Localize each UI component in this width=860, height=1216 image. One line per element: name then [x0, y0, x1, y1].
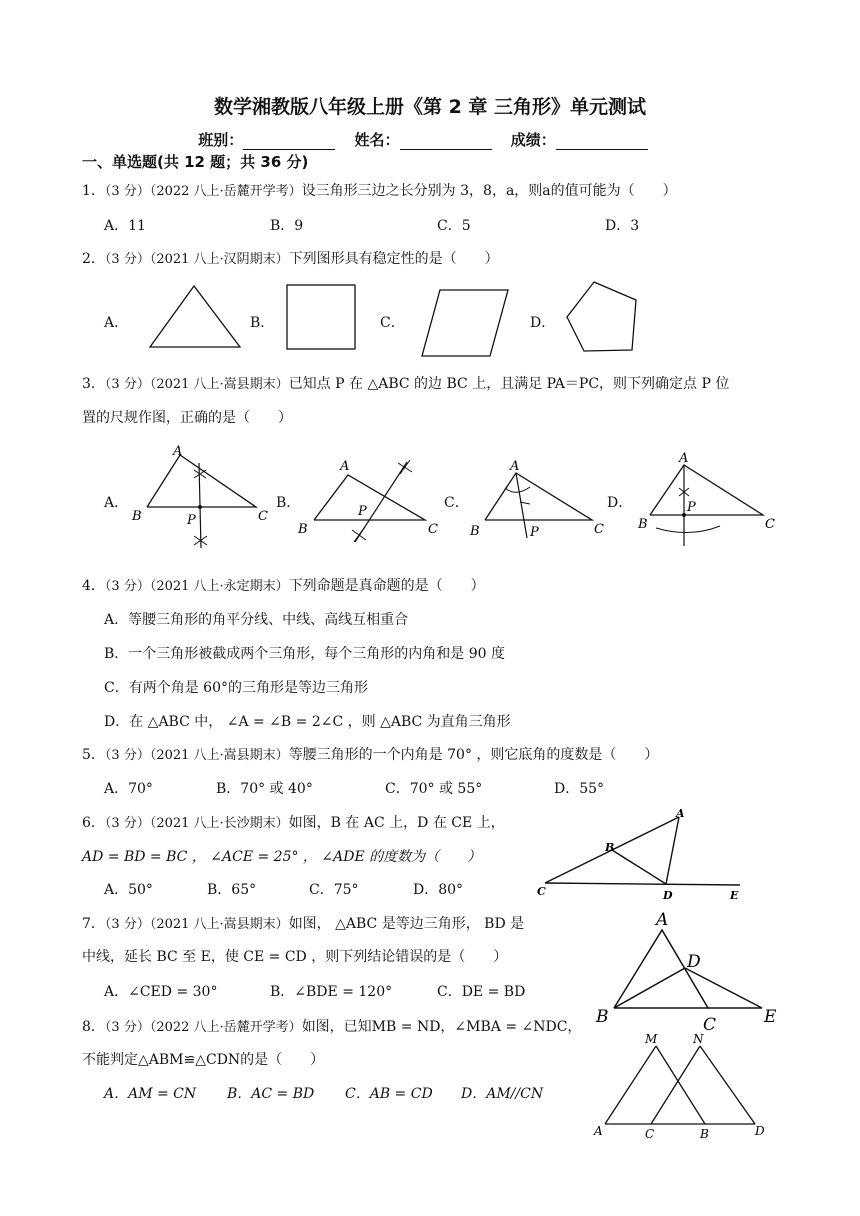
- label: P: [530, 525, 539, 540]
- option-a[interactable]: A．70°: [104, 781, 153, 797]
- label: B: [470, 524, 480, 539]
- question-number: 6．: [82, 815, 105, 831]
- label: C: [594, 522, 604, 537]
- option-c[interactable]: C．5: [437, 218, 471, 234]
- class-label: 班别：: [198, 131, 244, 149]
- option-a[interactable]: A．: [104, 495, 129, 511]
- question-source: （2022 八上·岳麓开学考）: [149, 184, 302, 199]
- question-stem: 下列图形具有稳定性的是（ ）: [288, 251, 499, 267]
- score-label: 成绩：: [510, 131, 556, 149]
- option-a[interactable]: A．∠CED = 30°: [104, 984, 218, 1000]
- option-d[interactable]: D．在 △ABC 中， ∠A = ∠B = 2∠C ，则 △ABC 为直角三角形: [104, 714, 511, 730]
- question-source: （2021 八上·长沙期末）: [149, 816, 289, 831]
- question-score: （3 分）: [104, 816, 150, 831]
- option-d[interactable]: D．80°: [413, 882, 464, 898]
- option-b[interactable]: B．: [276, 495, 301, 511]
- label: A: [679, 451, 689, 466]
- question-stem: 等腰三角形的一个内角是 70° ，则它底角的度数是（ ）: [288, 747, 659, 763]
- label: A: [340, 459, 350, 474]
- question-stem: 已知点 P 在 △ABC 的边 BC 上，且满足 PA＝PC，则下列确定点 P 位: [288, 376, 730, 392]
- option-c[interactable]: C．有两个角是 60°的三角形是等边三角形: [104, 680, 368, 696]
- option-c[interactable]: C．AB = CD: [345, 1086, 433, 1102]
- question-source: （2021 八上·嵩县期末）: [149, 917, 289, 932]
- option-b[interactable]: B．AC = BD: [227, 1086, 315, 1102]
- label: B: [298, 522, 308, 537]
- question-stem: 如图， △ABC 是等边三角形， BD 是: [288, 916, 525, 932]
- question-number: 1．: [82, 183, 105, 199]
- label: P: [187, 513, 196, 528]
- option-d[interactable]: D．AM//CN: [461, 1086, 544, 1102]
- label: B: [700, 1127, 709, 1141]
- option-a[interactable]: A．11: [104, 218, 146, 234]
- question-number: 7．: [82, 916, 105, 932]
- label: B: [605, 841, 615, 854]
- label: N: [693, 1032, 704, 1046]
- label: A: [656, 910, 669, 930]
- option-a[interactable]: A．50°: [104, 882, 153, 898]
- label: P: [687, 500, 696, 515]
- section-title: 一、单选题(共 12 题；共 36 分): [82, 153, 309, 171]
- label: C: [537, 885, 546, 898]
- question-source: （2021 八上·汉阴期末）: [149, 252, 289, 267]
- option-d[interactable]: D．: [607, 495, 633, 511]
- question-stem: 如图，已知MB = ND，∠MBA = ∠NDC，: [301, 1019, 582, 1035]
- label: C: [428, 522, 438, 537]
- option-d[interactable]: D．55°: [554, 781, 605, 797]
- label: B: [596, 1007, 609, 1027]
- label: E: [730, 889, 739, 902]
- label: A: [594, 1124, 603, 1138]
- label: A: [510, 459, 520, 474]
- option-d[interactable]: D．: [530, 315, 556, 331]
- question-8-continued: 不能判定△ABM≌△CDN的是（ ）: [82, 1052, 325, 1068]
- label: E: [764, 1007, 777, 1027]
- label: D: [755, 1124, 765, 1138]
- label: B: [638, 517, 648, 532]
- label: C: [645, 1127, 655, 1141]
- label: M: [645, 1032, 658, 1046]
- question-number: 3．: [82, 376, 105, 392]
- question-score: （3 分）: [104, 748, 150, 763]
- question-stem: 设三角形三边之长分别为 3，8，a，则a的值可能为（ ）: [301, 183, 677, 199]
- question-source: （2021 八上·永定期末）: [149, 579, 289, 594]
- page-title: 数学湘教版八年级上册《第 2 章 三角形》单元测试: [213, 96, 647, 118]
- question-source: （2022 八上·岳麓开学考）: [149, 1020, 302, 1035]
- option-b[interactable]: B．65°: [207, 882, 257, 898]
- option-a[interactable]: A．: [104, 315, 129, 331]
- option-c[interactable]: C．75°: [309, 882, 359, 898]
- option-d[interactable]: D．3: [605, 218, 640, 234]
- question-7-continued: 中线，延长 BC 至 E，使 CE = CD ，则下列结论错误的是（ ）: [82, 949, 508, 965]
- option-c[interactable]: C．: [380, 315, 405, 331]
- question-score: （3 分）: [104, 1020, 150, 1035]
- question-source: （2021 八上·嵩县期末）: [149, 748, 289, 763]
- question-stem: 下列命题是真命题的是（ ）: [288, 578, 485, 594]
- label: C: [765, 517, 775, 532]
- question-number: 8．: [82, 1019, 105, 1035]
- option-b[interactable]: B．70° 或 40°: [216, 781, 313, 797]
- label: A: [676, 807, 685, 820]
- option-b[interactable]: B．: [250, 315, 275, 331]
- option-b[interactable]: B．9: [270, 218, 304, 234]
- name-label: 姓名：: [354, 131, 400, 149]
- option-a[interactable]: A．AM = CN: [104, 1086, 197, 1102]
- option-b[interactable]: B．∠BDE = 120°: [270, 984, 393, 1000]
- question-3-continued: 置的尺规作图，正确的是（ ）: [82, 410, 292, 426]
- question-score: （3 分）: [104, 184, 150, 199]
- question-score: （3 分）: [104, 917, 150, 932]
- question-score: （3 分）: [104, 579, 150, 594]
- question-stem: 如图，B 在 AC 上，D 在 CE 上，: [288, 815, 505, 831]
- question-source: （2021 八上·嵩县期末）: [149, 377, 289, 392]
- question-6-continued: AD = BD = BC ， ∠ACE = 25° ， ∠ADE 的度数为（ ）: [82, 849, 482, 865]
- question-score: （3 分）: [104, 377, 150, 392]
- label: P: [358, 504, 367, 519]
- option-b[interactable]: B．一个三角形被截成两个三角形，每个三角形的内角和是 90 度: [104, 646, 506, 662]
- option-c[interactable]: C．: [444, 495, 469, 511]
- question-number: 5．: [82, 747, 105, 763]
- option-c[interactable]: C．DE = BD: [437, 984, 526, 1000]
- option-c[interactable]: C．70° 或 55°: [385, 781, 483, 797]
- option-a[interactable]: A．等腰三角形的角平分线、中线、高线互相重合: [104, 612, 409, 628]
- label: C: [703, 1015, 717, 1035]
- label: D: [663, 889, 673, 902]
- question-score: （3 分）: [104, 252, 150, 267]
- question-number: 4．: [82, 578, 105, 594]
- label: B: [132, 509, 142, 524]
- label: A: [173, 444, 183, 459]
- question-number: 2．: [82, 251, 105, 267]
- label: C: [258, 509, 268, 524]
- label: D: [687, 952, 701, 972]
